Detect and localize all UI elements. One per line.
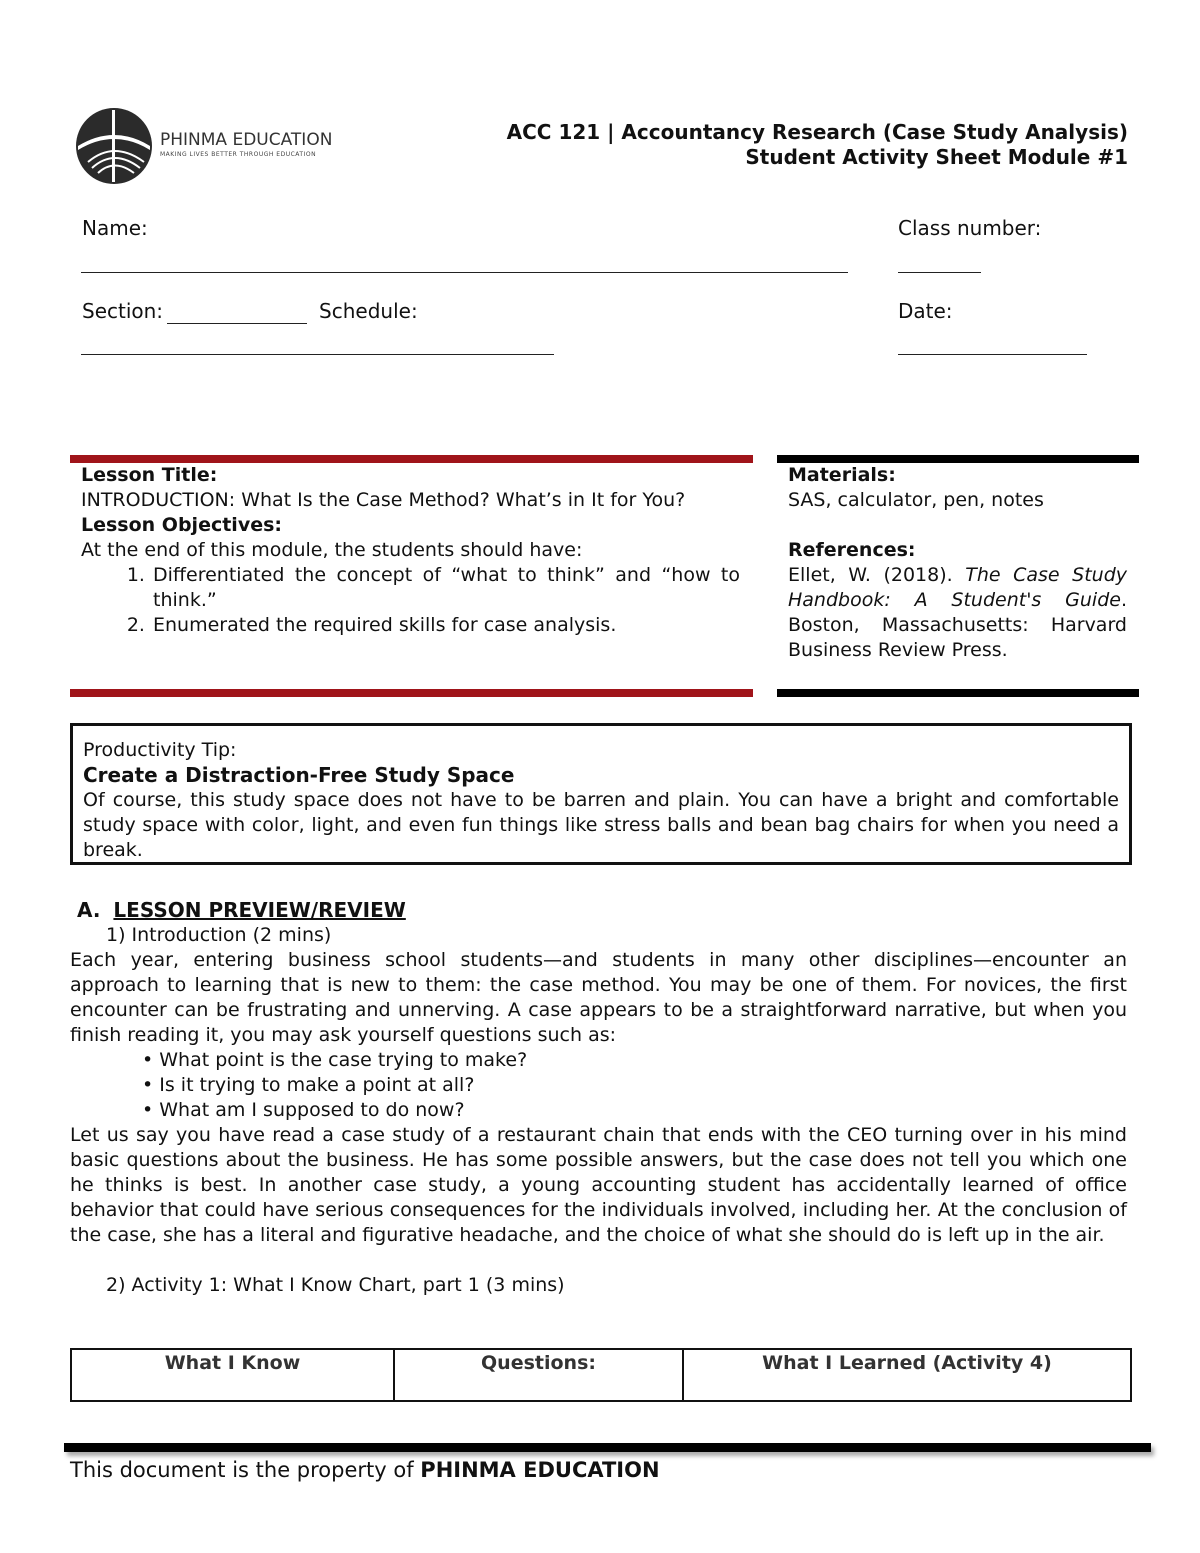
footer-prefix: This document is the property of	[70, 1458, 421, 1482]
lesson-objectives-intro: At the end of this module, the students should have:	[81, 539, 583, 561]
reference-publisher: . Boston, Massachusetts: Harvard Business Review Press.	[788, 589, 1127, 661]
materials-box	[788, 463, 1127, 663]
section-a	[70, 898, 1127, 1298]
questions-list	[70, 1048, 1127, 1123]
intro-paragraph: Each year, entering business school students—and students in many other disciplines—encounter an approach to learning that is new to them: the case method. You may be one of them. For novices, the first encounter can be frustrating and unnerving. A case appears to be a straightforward narrative, but when you finish reading it, you may ask yourself questions such as:	[70, 949, 1127, 1046]
footer-rule	[64, 1443, 1151, 1452]
objective-item: 2. Enumerated the required skills for case analysis.	[151, 613, 740, 638]
lesson-title-label: Lesson Title:	[81, 464, 218, 486]
productivity-tip-box	[70, 723, 1132, 865]
header-what-i-know[interactable]: What I Know	[71, 1349, 394, 1401]
list-item: • What am I supposed to do now?	[142, 1098, 1127, 1123]
header-what-i-learned[interactable]: What I Learned (Activity 4)	[683, 1349, 1131, 1401]
lesson-box	[81, 463, 740, 638]
tip-body: Of course, this study space does not have to be barren and plain. You can have a bright and comfortable study space with color, light, and even fun things like stress balls and bean bag chairs for when you need a break.	[83, 789, 1119, 861]
section-row	[82, 299, 418, 324]
lesson-title-text: INTRODUCTION: What Is the Case Method? What’s in It for You?	[81, 489, 686, 511]
objectives-list	[81, 563, 740, 638]
intro-item: 1) Introduction (2 mins)	[106, 924, 332, 946]
lesson-objectives-label: Lesson Objectives:	[81, 514, 282, 536]
table-header-row	[71, 1349, 1131, 1401]
lesson-bottom-rule	[70, 689, 753, 697]
reference-title: The Case Study Handbook: A Student's Guide	[788, 564, 1127, 611]
section-field[interactable]	[167, 303, 307, 324]
document-header	[507, 120, 1128, 170]
header-questions[interactable]: Questions:	[394, 1349, 683, 1401]
section-a-letter: A.	[77, 898, 101, 922]
lesson-top-rule	[70, 455, 753, 463]
materials-label: Materials:	[788, 464, 896, 486]
schedule-field[interactable]	[81, 354, 554, 355]
sheet-title: Student Activity Sheet Module #1	[745, 145, 1128, 169]
section-a-title: LESSON PREVIEW/REVIEW	[113, 898, 406, 922]
class-number-field[interactable]	[898, 272, 981, 273]
name-label: Name:	[82, 216, 148, 240]
activity-item: 2) Activity 1: What I Know Chart, part 1 (3 mins)	[106, 1274, 565, 1296]
what-i-know-chart	[70, 1348, 1132, 1402]
name-field[interactable]	[81, 272, 848, 273]
footer-owner: PHINMA EDUCATION	[420, 1458, 660, 1482]
date-field[interactable]	[898, 354, 1087, 355]
tip-title: Create a Distraction-Free Study Space	[83, 763, 515, 787]
schedule-label: Schedule:	[319, 299, 418, 323]
phinma-logo	[74, 106, 334, 186]
date-label: Date:	[898, 299, 953, 323]
section-a-heading	[70, 898, 1127, 923]
logo-text: PHINMA EDUCATION	[160, 130, 333, 150]
objective-item: 1. Differentiated the concept of “what to think” and “how to think.”	[151, 563, 740, 613]
class-number-label: Class number:	[898, 216, 1042, 240]
logo-tagline: MAKING LIVES BETTER THROUGH EDUCATION	[160, 151, 317, 158]
materials-text: SAS, calculator, pen, notes	[788, 489, 1044, 511]
section-label: Section:	[82, 299, 164, 323]
materials-top-rule	[777, 455, 1139, 463]
list-item: • What point is the case trying to make?	[142, 1048, 1127, 1073]
reference-citation	[788, 563, 1127, 663]
tip-label: Productivity Tip:	[83, 739, 237, 761]
course-title: ACC 121 | Accountancy Research (Case Study Analysis)	[506, 120, 1128, 144]
references-label: References:	[788, 539, 916, 561]
reference-author: Ellet, W. (2018).	[788, 564, 953, 586]
footer-text	[70, 1456, 660, 1484]
case-paragraph: Let us say you have read a case study of a restaurant chain that ends with the CEO turning over in his mind basic questions about the business. He has some possible answers, but the case does not tell you which one he thinks is best. In another case study, a young accounting student has accidentally learned of office behavior that could have serious consequences for the individuals involved, including her. At the conclusion of the case, she has a literal and figurative headache, and the choice of what she should do is left up in the air.	[70, 1124, 1127, 1246]
materials-bottom-rule	[777, 689, 1139, 697]
list-item: • Is it trying to make a point at all?	[142, 1073, 1127, 1098]
